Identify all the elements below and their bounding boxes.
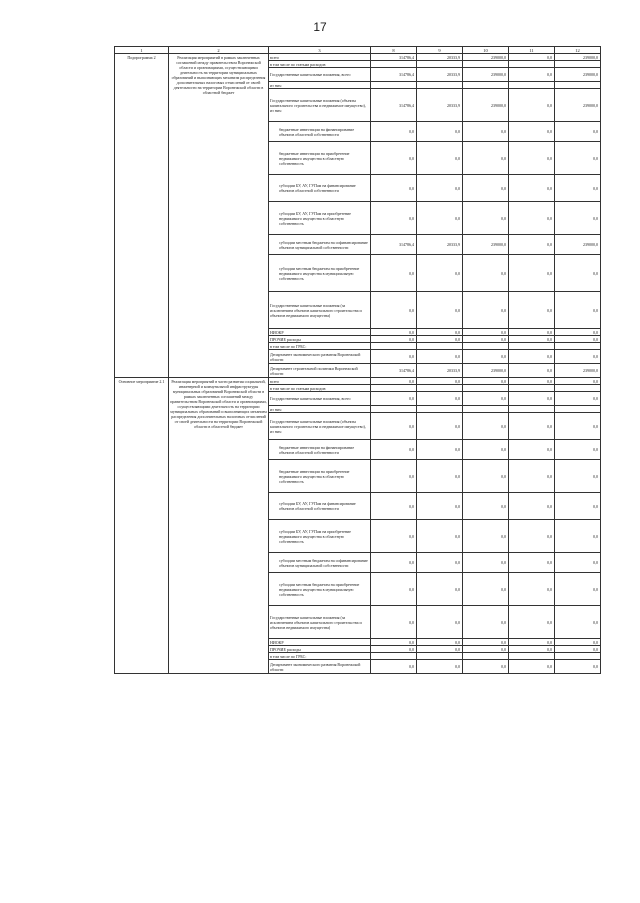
expense-label-cell: из них: [269, 406, 371, 413]
expense-label-cell: бюджетные инвестиции на приобретение недвижимого имущества в областную собственность [269, 142, 371, 175]
value-cell: 0,0 [555, 202, 601, 235]
expense-label-cell: субсидии местным бюджетам на приобретение недвижимого имущества в муниципальную собственность [269, 573, 371, 606]
expense-label-cell: в том числе по ГРБС: [269, 653, 371, 660]
expense-label-cell: Государственные капитальные вложения, всего [269, 68, 371, 82]
table-row [115, 54, 601, 61]
value-cell [371, 343, 417, 350]
value-cell: 0,0 [417, 553, 463, 573]
value-cell: 314786,4 [371, 364, 417, 378]
value-cell: 0,0 [417, 142, 463, 175]
expense-label-cell: Государственные капитальные вложения (за исключением объектов капитального строительства и объектов недвижимого имущества) [269, 292, 371, 329]
table-row [115, 378, 601, 385]
value-cell: 0,0 [417, 378, 463, 385]
value-cell [417, 343, 463, 350]
value-cell: 0,0 [463, 255, 509, 292]
value-cell: 0,0 [509, 336, 555, 343]
value-cell: 20333,9 [417, 89, 463, 122]
value-cell: 0,0 [555, 460, 601, 493]
value-cell [463, 343, 509, 350]
value-cell: 20333,9 [417, 54, 463, 61]
expense-label-cell: в том числе по статьям расходов: [269, 61, 371, 68]
header-row [115, 47, 601, 54]
expense-label-cell: всего [269, 54, 371, 61]
value-cell: 314786,4 [371, 89, 417, 122]
value-cell: 0,0 [417, 255, 463, 292]
expense-label-cell: Департамент экономического развития Воронежской области [269, 660, 371, 674]
value-cell: 0,0 [509, 392, 555, 406]
expense-label-cell: субсидии местным бюджетам на приобретение недвижимого имущества в муниципальную собственность [269, 255, 371, 292]
value-cell: 239000,0 [555, 54, 601, 61]
value-cell: 0,0 [555, 413, 601, 440]
value-cell [509, 385, 555, 392]
value-cell [555, 82, 601, 89]
value-cell [555, 406, 601, 413]
value-cell [509, 82, 555, 89]
value-cell: 0,0 [371, 292, 417, 329]
value-cell: 239000,0 [555, 235, 601, 255]
value-cell: 0,0 [555, 142, 601, 175]
value-cell: 0,0 [509, 292, 555, 329]
value-cell [463, 385, 509, 392]
value-cell: 0,0 [509, 122, 555, 142]
value-cell: 0,0 [371, 255, 417, 292]
value-cell: 0,0 [555, 606, 601, 639]
value-cell: 0,0 [463, 460, 509, 493]
value-cell: 0,0 [509, 413, 555, 440]
value-cell: 239000,0 [463, 89, 509, 122]
value-cell [417, 653, 463, 660]
value-cell: 0,0 [509, 202, 555, 235]
value-cell: 0,0 [417, 520, 463, 553]
value-cell: 239000,0 [463, 364, 509, 378]
value-cell [463, 653, 509, 660]
value-cell [417, 385, 463, 392]
value-cell: 0,0 [555, 660, 601, 674]
value-cell: 0,0 [371, 646, 417, 653]
value-cell: 0,0 [463, 573, 509, 606]
value-cell [417, 61, 463, 68]
value-cell: 0,0 [509, 660, 555, 674]
header-cell: 2 [169, 47, 269, 54]
value-cell: 0,0 [463, 292, 509, 329]
value-cell: 0,0 [417, 329, 463, 336]
value-cell [463, 61, 509, 68]
expense-label-cell: Государственные капитальные вложения (за исключением объектов капитального строительства и объектов недвижимого имущества) [269, 606, 371, 639]
value-cell: 0,0 [371, 336, 417, 343]
value-cell: 0,0 [555, 646, 601, 653]
value-cell: 0,0 [417, 413, 463, 440]
expense-label-cell: субсидии БУ, АУ, ГУПам на приобретение недвижимого имущества в областную собственность [269, 202, 371, 235]
value-cell: 0,0 [371, 606, 417, 639]
value-cell: 0,0 [417, 175, 463, 202]
value-cell: 314786,4 [371, 54, 417, 61]
value-cell [417, 82, 463, 89]
program-name-cell: Подпрограмма 2 [115, 54, 169, 378]
expense-label-cell: субсидии местным бюджетам на софинансирование объектов муниципальной собственности [269, 235, 371, 255]
value-cell: 0,0 [509, 553, 555, 573]
value-cell: 20333,9 [417, 68, 463, 82]
value-cell: 0,0 [555, 553, 601, 573]
value-cell: 0,0 [509, 235, 555, 255]
value-cell: 0,0 [371, 660, 417, 674]
value-cell: 0,0 [371, 329, 417, 336]
value-cell [509, 653, 555, 660]
value-cell: 0,0 [371, 460, 417, 493]
value-cell: 0,0 [463, 606, 509, 639]
expense-label-cell: бюджетные инвестиции на финансирование объектов областной собственности [269, 440, 371, 460]
value-cell: 0,0 [509, 54, 555, 61]
expense-label-cell: субсидии БУ, АУ, ГУПам на финансирование объектов областной собственности [269, 493, 371, 520]
value-cell [371, 406, 417, 413]
expense-label-cell: субсидии БУ, АУ, ГУПам на финансирование объектов областной собственности [269, 175, 371, 202]
value-cell: 239000,0 [463, 68, 509, 82]
value-cell: 0,0 [509, 440, 555, 460]
value-cell: 0,0 [509, 606, 555, 639]
value-cell: 0,0 [555, 175, 601, 202]
value-cell [509, 343, 555, 350]
value-cell: 0,0 [417, 573, 463, 606]
expense-label-cell: из них: [269, 82, 371, 89]
value-cell: 0,0 [463, 122, 509, 142]
value-cell: 0,0 [555, 440, 601, 460]
value-cell: 0,0 [555, 378, 601, 385]
value-cell: 0,0 [509, 89, 555, 122]
expense-label-cell: Государственные капитальные вложения, всего [269, 392, 371, 406]
value-cell: 0,0 [555, 573, 601, 606]
value-cell: 0,0 [371, 493, 417, 520]
value-cell: 239000,0 [463, 235, 509, 255]
header-cell: 11 [509, 47, 555, 54]
value-cell: 0,0 [509, 520, 555, 553]
value-cell: 0,0 [371, 202, 417, 235]
value-cell: 239000,0 [463, 54, 509, 61]
value-cell: 0,0 [509, 255, 555, 292]
value-cell: 0,0 [555, 122, 601, 142]
expense-label-cell: Департамент строительной политики Воронежской области [269, 364, 371, 378]
value-cell: 0,0 [463, 520, 509, 553]
value-cell: 20333,9 [417, 235, 463, 255]
value-cell: 0,0 [509, 142, 555, 175]
value-cell: 239000,0 [555, 89, 601, 122]
value-cell: 0,0 [371, 175, 417, 202]
value-cell: 0,0 [371, 573, 417, 606]
value-cell: 314786,4 [371, 235, 417, 255]
value-cell: 0,0 [371, 553, 417, 573]
expense-label-cell: субсидии местным бюджетам на софинансирование объектов муниципальной собственности [269, 553, 371, 573]
value-cell [555, 385, 601, 392]
header-cell: 8 [371, 47, 417, 54]
value-cell: 0,0 [463, 202, 509, 235]
value-cell [371, 82, 417, 89]
value-cell: 0,0 [509, 493, 555, 520]
expense-label-cell: всего [269, 378, 371, 385]
value-cell: 0,0 [417, 660, 463, 674]
program-description-cell: Реализация мероприятий в рамках заключенных соглашений между правительством Воронежской области и организациями, осуществляющими деятельность на территории муниципальных образований и выполняющих механизм распределения дополнительных налоговых отчислений от своей деятельности на территории Воронежской области в областной бюджет [169, 54, 269, 378]
value-cell: 0,0 [509, 378, 555, 385]
expense-label-cell: бюджетные инвестиции на приобретение недвижимого имущества в областную собственность [269, 460, 371, 493]
value-cell: 0,0 [509, 175, 555, 202]
value-cell: 0,0 [417, 493, 463, 520]
value-cell: 0,0 [371, 639, 417, 646]
value-cell: 0,0 [463, 440, 509, 460]
value-cell: 314786,4 [371, 68, 417, 82]
value-cell: 0,0 [509, 364, 555, 378]
expense-label-cell: ПРОЧИЕ расходы [269, 336, 371, 343]
value-cell: 0,0 [417, 639, 463, 646]
value-cell [555, 61, 601, 68]
expense-label-cell: ПРОЧИЕ расходы [269, 646, 371, 653]
program-name-cell: Основное мероприятие 2.1 [115, 378, 169, 674]
value-cell [371, 653, 417, 660]
value-cell [371, 385, 417, 392]
value-cell: 0,0 [555, 493, 601, 520]
value-cell: 0,0 [371, 520, 417, 553]
header-cell: 1 [115, 47, 169, 54]
page-number: 17 [313, 20, 327, 34]
value-cell [509, 406, 555, 413]
value-cell: 0,0 [463, 378, 509, 385]
value-cell [509, 61, 555, 68]
value-cell: 0,0 [555, 520, 601, 553]
value-cell: 0,0 [555, 255, 601, 292]
budget-table [114, 46, 601, 674]
value-cell: 0,0 [555, 329, 601, 336]
expense-label-cell: бюджетные инвестиции на финансирование объектов областной собственности [269, 122, 371, 142]
expense-label-cell: НИОКР [269, 639, 371, 646]
table-body [115, 54, 601, 674]
value-cell: 0,0 [371, 122, 417, 142]
value-cell: 0,0 [417, 460, 463, 493]
value-cell: 0,0 [463, 350, 509, 364]
value-cell: 0,0 [371, 378, 417, 385]
header-cell: 10 [463, 47, 509, 54]
value-cell: 0,0 [417, 440, 463, 460]
value-cell: 0,0 [417, 606, 463, 639]
header-cell: 12 [555, 47, 601, 54]
header-cell: 3 [269, 47, 371, 54]
value-cell: 0,0 [371, 350, 417, 364]
value-cell: 0,0 [555, 292, 601, 329]
expense-label-cell: Государственные капитальные вложения (объекты капитального строительства и недвижимое имущество), из них: [269, 413, 371, 440]
expense-label-cell: Департамент экономического развития Воронежской области [269, 350, 371, 364]
value-cell: 0,0 [417, 336, 463, 343]
value-cell: 0,0 [463, 660, 509, 674]
value-cell [555, 653, 601, 660]
value-cell [463, 406, 509, 413]
value-cell: 0,0 [555, 350, 601, 364]
value-cell: 0,0 [371, 392, 417, 406]
value-cell: 0,0 [509, 68, 555, 82]
value-cell: 0,0 [555, 392, 601, 406]
header-cell: 9 [417, 47, 463, 54]
value-cell: 20333,9 [417, 364, 463, 378]
value-cell: 239000,0 [555, 68, 601, 82]
value-cell [417, 406, 463, 413]
expense-label-cell: Государственные капитальные вложения (объекты капитального строительства и недвижимое имущество), из них: [269, 89, 371, 122]
value-cell: 0,0 [463, 553, 509, 573]
value-cell: 239000,0 [555, 364, 601, 378]
expense-label-cell: субсидии БУ, АУ, ГУПам на приобретение недвижимого имущества в областную собственность [269, 520, 371, 553]
value-cell: 0,0 [463, 336, 509, 343]
value-cell [463, 82, 509, 89]
expense-label-cell: в том числе по ГРБС: [269, 343, 371, 350]
value-cell: 0,0 [509, 573, 555, 606]
value-cell: 0,0 [509, 646, 555, 653]
value-cell: 0,0 [417, 646, 463, 653]
value-cell: 0,0 [417, 202, 463, 235]
value-cell: 0,0 [555, 639, 601, 646]
value-cell: 0,0 [417, 350, 463, 364]
value-cell: 0,0 [463, 413, 509, 440]
value-cell: 0,0 [463, 646, 509, 653]
expense-label-cell: НИОКР [269, 329, 371, 336]
value-cell: 0,0 [463, 175, 509, 202]
value-cell: 0,0 [463, 493, 509, 520]
value-cell: 0,0 [463, 639, 509, 646]
expense-label-cell: в том числе по статьям расходов: [269, 385, 371, 392]
value-cell: 0,0 [417, 122, 463, 142]
value-cell: 0,0 [509, 639, 555, 646]
value-cell: 0,0 [555, 336, 601, 343]
value-cell: 0,0 [509, 350, 555, 364]
value-cell: 0,0 [371, 142, 417, 175]
value-cell: 0,0 [371, 413, 417, 440]
value-cell: 0,0 [371, 440, 417, 460]
value-cell: 0,0 [463, 329, 509, 336]
value-cell [555, 343, 601, 350]
program-description-cell: Реализация мероприятий в части развития социальной, инженерной и коммунальной инфраструктуры муниципальных образований Воронежской области в рамках заключенных соглашений между правительством Воронежской области и организациями, осуществляющими деятельность на территории муниципальных образований и выполняющих механизм распределения дополнительных налоговых отчислений от своей деятельности на территории Воронежской области в областной бюджет [169, 378, 269, 674]
value-cell: 0,0 [417, 392, 463, 406]
value-cell [371, 61, 417, 68]
value-cell: 0,0 [509, 329, 555, 336]
value-cell: 0,0 [509, 460, 555, 493]
value-cell: 0,0 [463, 142, 509, 175]
value-cell: 0,0 [417, 292, 463, 329]
budget-table-container [114, 46, 600, 674]
value-cell: 0,0 [463, 392, 509, 406]
